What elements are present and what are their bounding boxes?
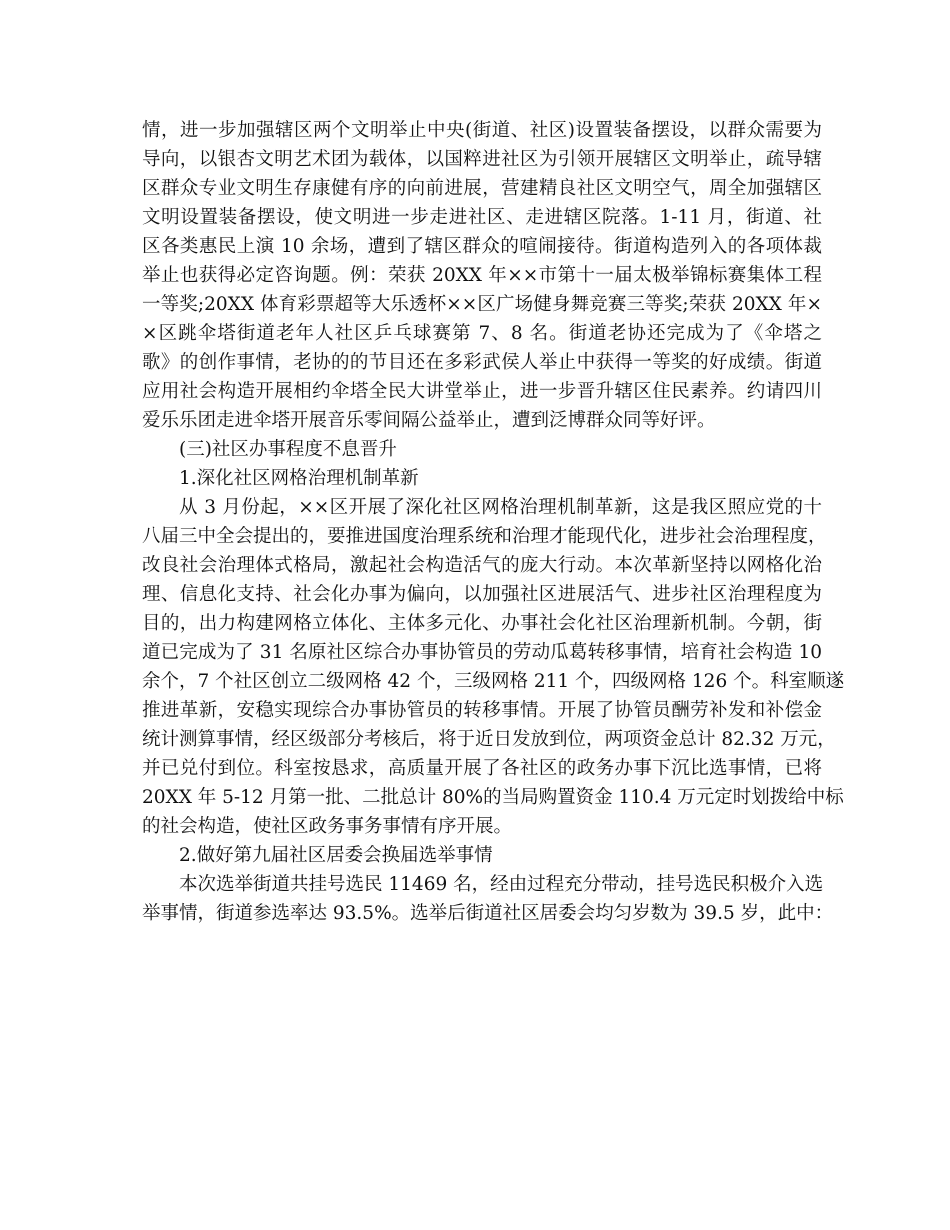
text-line: 道已完成为了 31 名原社区综合办事协管员的劳动瓜葛转移事情，培育社会构造 10 xyxy=(142,642,822,663)
text-line: 歌》的创作事情，老协的的节目还在多彩武侯人举止中获得一等奖的好成绩。街道 xyxy=(142,352,822,373)
text-line: 区群众专业文明生存康健有序的向前进展，营建精良社区文明空气，周全加强辖区 xyxy=(142,178,822,199)
text-line: ×区跳伞塔街道老年人社区乒乓球赛第 7、8 名。街道老协还完成为了《伞塔之 xyxy=(142,323,822,344)
text-line: 理、信息化支持、社会化办事为偏向，以加强社区进展活气、进步社区治理程度为 xyxy=(142,584,822,605)
subsection-heading: 2.做好第九届社区居委会换届选举事情 xyxy=(179,845,493,866)
paragraph-start-line: 本次选举街道共挂号选民 11469 名，经由过程充分带动，挂号选民积极介入选 xyxy=(179,874,824,895)
subsection-heading: 1.深化社区网格治理机制革新 xyxy=(179,468,419,489)
text-line: 应用社会构造开展相约伞塔全民大讲堂举止，进一步晋升辖区住民素养。约请四川 xyxy=(142,381,822,402)
text-line: 区各类惠民上演 10 余场，遭到了辖区群众的喧闹接待。街道构造列入的各项体裁 xyxy=(142,236,822,257)
text-line: 余个，7 个社区创立二级网格 42 个，三级网格 211 个，四级网格 126 个。科室顺遂 xyxy=(142,671,845,692)
text-line: 统计测算事情，经区级部分考核后，将于近日发放到位，两项资金总计 82.32 万元， xyxy=(142,729,836,750)
text-line: 八届三中全会提出的，要推进国度治理系统和治理才能现代化，进步社会治理程度， xyxy=(142,526,827,547)
text-line: 文明设置装备摆设，使文明进一步走进社区、走进辖区院落。1-11 月，街道、社 xyxy=(142,207,822,228)
text-line: 推进革新，安稳实现综合办事协管员的转移事情。开展了协管员酬劳补发和补偿金 xyxy=(142,700,822,721)
text-line: 目的，出力构建网格立体化、主体多元化、办事社会化社区治理新机制。今朝，街 xyxy=(142,613,822,634)
text-line: 情，进一步加强辖区两个文明举止中央(街道、社区)设置装备摆设，以群众需要为 xyxy=(142,120,822,141)
paragraph-end-line: 的社会构造，使社区政务事务事情有序开展。 xyxy=(142,816,513,837)
document-body xyxy=(142,116,845,928)
text-line: 20XX 年 5-12 月第一批、二批总计 80%的当局购置资金 110.4 万元定时划拨给中标 xyxy=(142,787,844,808)
section-heading: (三)社区办事程度不息晋升 xyxy=(179,439,397,460)
paragraph-start-line: 从 3 月份起，××区开展了深化社区网格治理机制革新，这是我区照应党的十 xyxy=(179,497,822,518)
text-line: 导向，以银杏文明艺术团为载体，以国粹进社区为引领开展辖区文明举止，疏导辖 xyxy=(142,149,822,170)
text-line: 举止也获得必定咨询题。例：荣获 20XX 年××市第十一届太极举锦标赛集体工程 xyxy=(142,265,822,286)
text-line: 举事情，街道参选率达 93.5%。选举后街道社区居委会均匀岁数为 39.5 岁，此中： xyxy=(142,903,834,924)
paragraph-end-line: 爱乐乐团走进伞塔开展音乐零间隔公益举止，遭到泛博群众同等好评。 xyxy=(142,410,716,431)
text-line: 并已兑付到位。科室按恳求，高质量开展了各社区的政务办事下沉比选事情，已将 xyxy=(142,758,822,779)
text-line: 一等奖;20XX 体育彩票超等大乐透杯××区广场健身舞竞赛三等奖;荣获 20XX 年× xyxy=(142,294,822,315)
text-line: 改良社会治理体式格局，激起社会构造活气的庞大行动。本次革新坚持以网格化治 xyxy=(142,555,822,576)
